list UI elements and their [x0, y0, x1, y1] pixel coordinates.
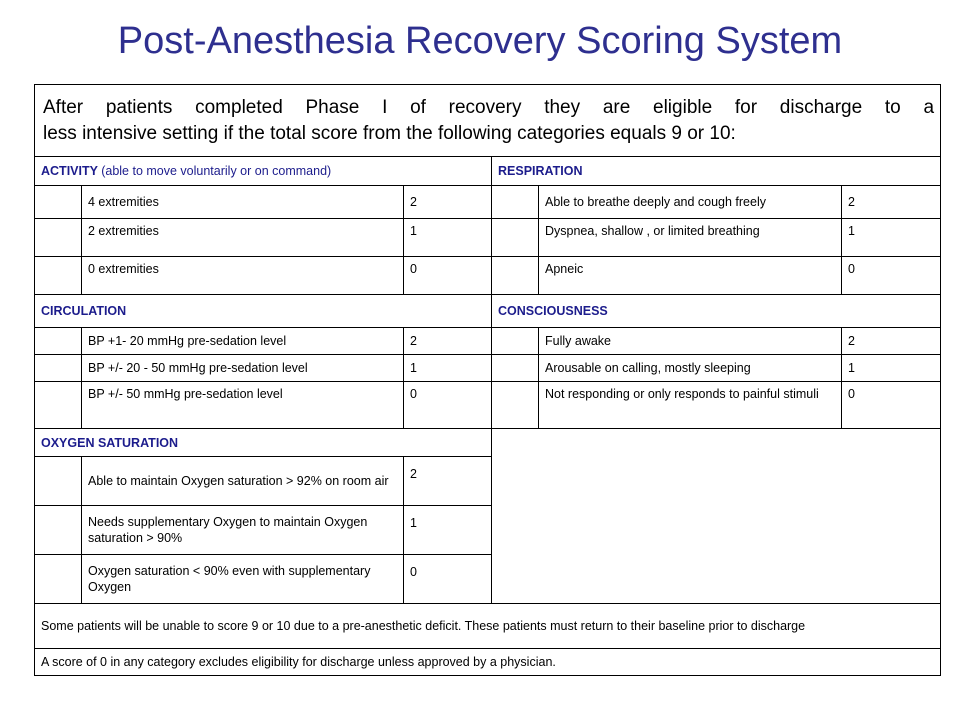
indent-cell [35, 457, 82, 506]
respiration-header: RESPIRATION [492, 157, 941, 186]
oxygen-score: 2 [404, 457, 492, 506]
activity-label: 4 extremities [82, 186, 404, 219]
activity-score: 2 [404, 186, 492, 219]
oxygen-label: Needs supplementary Oxygen to maintain Oxygen saturation > 90% [82, 506, 404, 555]
respiration-label: Apneic [539, 257, 842, 295]
footer-row [35, 604, 941, 649]
intro-text [35, 85, 941, 157]
indent-cell [35, 186, 82, 219]
indent-cell [35, 328, 82, 355]
oxygen-header: OXYGEN SATURATION [35, 429, 492, 457]
table-row [35, 382, 941, 429]
consciousness-label: Fully awake [539, 328, 842, 355]
intro-line-1: After patients completed Phase I of recovery they are eligible for discharge to a [43, 96, 935, 118]
oxygen-label: Oxygen saturation < 90% even with supplementary Oxygen [82, 555, 404, 604]
indent-cell [492, 355, 539, 382]
indent-cell [492, 382, 539, 429]
section-header-row [35, 157, 941, 186]
consciousness-score: 1 [842, 355, 941, 382]
indent-cell [35, 506, 82, 555]
consciousness-header: CONSCIOUSNESS [492, 295, 941, 328]
section-header-row [35, 429, 941, 457]
indent-cell [492, 186, 539, 219]
activity-header-label: ACTIVITY [41, 164, 98, 178]
table-row [35, 186, 941, 219]
indent-cell [492, 328, 539, 355]
activity-header-note: (able to move voluntarily or on command) [101, 164, 332, 178]
indent-cell [35, 257, 82, 295]
respiration-score: 2 [842, 186, 941, 219]
circulation-label: BP +/- 20 - 50 mmHg pre-sedation level [82, 355, 404, 382]
scoring-table [34, 84, 941, 676]
table-row [35, 355, 941, 382]
empty-cell [492, 429, 941, 604]
table-row [35, 257, 941, 295]
consciousness-score: 2 [842, 328, 941, 355]
indent-cell [35, 219, 82, 257]
indent-cell [35, 555, 82, 604]
oxygen-score: 0 [404, 555, 492, 604]
intro-row [35, 85, 941, 157]
respiration-label: Able to breathe deeply and cough freely [539, 186, 842, 219]
page-title: Post-Anesthesia Recovery Scoring System [117, 20, 843, 62]
indent-cell [35, 355, 82, 382]
intro-line-2: less intensive setting if the total score from the following categories equals 9 or 10: [43, 122, 736, 144]
circulation-score: 1 [404, 355, 492, 382]
circulation-header: CIRCULATION [35, 295, 492, 328]
consciousness-score: 0 [842, 382, 941, 429]
footer-note-deficit: Some patients will be unable to score 9 or 10 due to a pre-anesthetic deficit. These patients must return to their baseline prior to discharge [35, 604, 941, 649]
activity-label: 2 extremities [82, 219, 404, 257]
footer-note-zero-score: A score of 0 in any category excludes eligibility for discharge unless approved by a physician. [35, 649, 941, 676]
respiration-score: 0 [842, 257, 941, 295]
indent-cell [492, 257, 539, 295]
respiration-label: Dyspnea, shallow , or limited breathing [539, 219, 842, 257]
activity-header [35, 157, 492, 186]
activity-score: 1 [404, 219, 492, 257]
circulation-label: BP +1- 20 mmHg pre-sedation level [82, 328, 404, 355]
circulation-label: BP +/- 50 mmHg pre-sedation level [82, 382, 404, 429]
section-header-row [35, 295, 941, 328]
consciousness-label: Arousable on calling, mostly sleeping [539, 355, 842, 382]
oxygen-score: 1 [404, 506, 492, 555]
activity-label: 0 extremities [82, 257, 404, 295]
circulation-score: 0 [404, 382, 492, 429]
indent-cell [492, 219, 539, 257]
consciousness-label: Not responding or only responds to painful stimuli [539, 382, 842, 429]
indent-cell [35, 382, 82, 429]
table-row [35, 328, 941, 355]
footer-row [35, 649, 941, 676]
respiration-score: 1 [842, 219, 941, 257]
oxygen-label: Able to maintain Oxygen saturation > 92% on room air [82, 457, 404, 506]
circulation-score: 2 [404, 328, 492, 355]
table-row [35, 219, 941, 257]
activity-score: 0 [404, 257, 492, 295]
